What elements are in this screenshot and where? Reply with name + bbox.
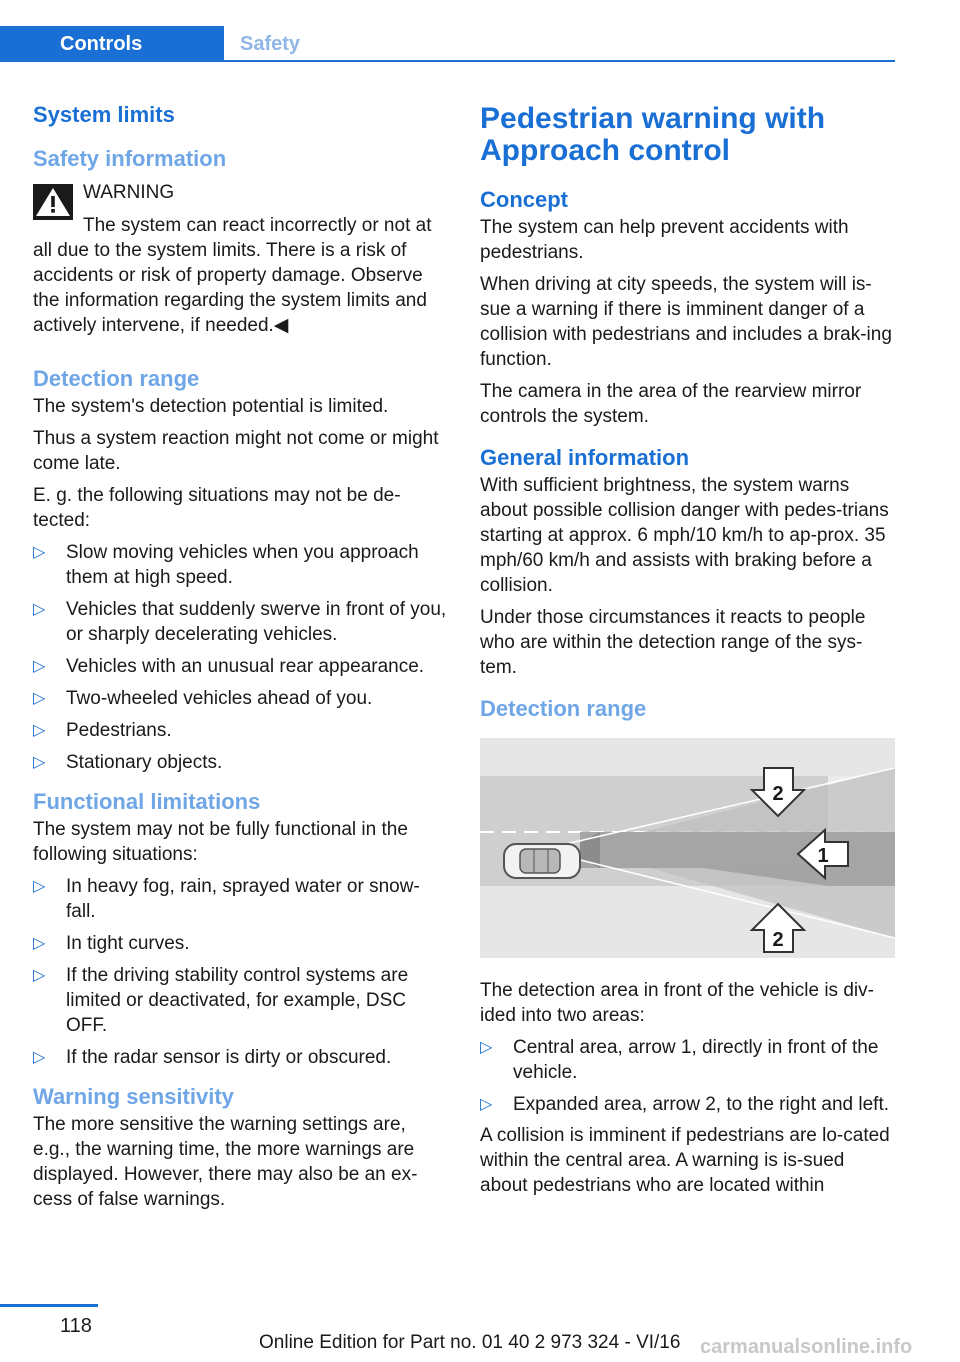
- list-item: ▷ Central area, arrow 1, directly in front of the vehicle.: [480, 1037, 879, 1083]
- list-item: ▷ Expanded area, arrow 2, to the right and left.: [480, 1094, 890, 1115]
- watermark-text: carmanualsonline.info: [700, 1336, 913, 1358]
- detection-range-diagram: [480, 738, 895, 958]
- warning-title: WARNING: [83, 182, 175, 203]
- warning-text: The system can react incorrectly or not at all due to the system limits. There is a risk of accidents or risk of property damage. Observe the information regarding the system limits and actively intervene, if needed.◀: [33, 215, 432, 336]
- list-item: ▷ In tight curves.: [33, 933, 190, 954]
- list-item: ▷ Stationary objects.: [33, 752, 223, 773]
- list-item: ▷ In heavy fog, rain, sprayed water or snow‐fall.: [33, 876, 420, 922]
- det-paragraph-2: Thus a system reaction might not come or might come late.: [33, 428, 439, 474]
- sens-paragraph-1: The more sensitive the warning settings are, e.g., the warning time, the more warnings are displayed. However, there may also be an ex‐cess of false warnings.: [33, 1114, 418, 1210]
- list-item: ▷ Pedestrians.: [33, 720, 172, 741]
- heading-detection-range: Detection range: [33, 366, 200, 391]
- svg-text:2: 2: [772, 929, 784, 951]
- concept-paragraph-3: The camera in the area of the rearview mirror controls the system.: [480, 381, 862, 427]
- figure-paragraph-1: The detection area in front of the vehicle is div‐ided into two areas:: [480, 980, 874, 1026]
- right-column: [480, 103, 894, 1205]
- list-item: ▷ If the radar sensor is dirty or obscured.: [33, 1047, 392, 1068]
- heading-functional-limitations: Functional limitations: [33, 789, 261, 814]
- area-list: [480, 1035, 894, 1117]
- det-paragraph-1: The system's detection potential is limited.: [33, 396, 389, 417]
- triangle-bullet-icon: ▷: [33, 935, 46, 952]
- triangle-bullet-icon: ▷: [33, 722, 46, 739]
- concept-paragraph-2: When driving at city speeds, the system will is‐sue a warning if there is imminent danger of a collision with pedestrians and includes a brak‐ing function.: [480, 274, 892, 370]
- warning-block: [33, 180, 447, 338]
- tab-controls[interactable]: Controls: [0, 26, 224, 62]
- triangle-bullet-icon: ▷: [480, 1039, 493, 1056]
- edition-text: Online Edition for Part no. 01 40 2 973 324 - VI/16: [259, 1332, 681, 1353]
- heading-safety-information: Safety information: [33, 146, 227, 171]
- concept-paragraph-1: The system can help prevent accidents with pedestrians.: [480, 217, 849, 263]
- warning-triangle-icon: [33, 184, 73, 220]
- list-item: ▷ Slow moving vehicles when you approach them at high speed.: [33, 542, 419, 588]
- header-tabs: [0, 26, 895, 62]
- car-icon: [504, 844, 580, 878]
- triangle-bullet-icon: ▷: [33, 544, 46, 561]
- list-item: ▷ Vehicles that suddenly swerve in front of you, or sharply decelerating vehicles.: [33, 599, 447, 645]
- triangle-bullet-icon: ▷: [33, 690, 46, 707]
- func-paragraph-1: The system may not be fully functional in the following situations:: [33, 819, 408, 865]
- detection-list: [33, 540, 447, 775]
- list-item: ▷ Two-wheeled vehicles ahead of you.: [33, 688, 373, 709]
- detection-range-figure: [480, 738, 895, 958]
- heading-concept: Concept: [480, 187, 568, 212]
- functional-list: [33, 874, 447, 1070]
- end-paragraph-1: A collision is imminent if pedestrians are lo‐cated within the central area. A warning is is‐sued about pedestrians who are located within: [480, 1125, 890, 1196]
- footer-rule: [0, 1304, 98, 1307]
- page-number: 118: [60, 1315, 92, 1337]
- heading-general-information: General information: [480, 445, 690, 470]
- triangle-bullet-icon: ▷: [33, 754, 46, 771]
- det-paragraph-3: E. g. the following situations may not be de‐tected:: [33, 485, 401, 531]
- list-item: ▷ If the driving stability control systems are limited or deactivated, for example, DSC OFF.: [33, 965, 409, 1036]
- heading-warning-sensitivity: Warning sensitivity: [33, 1084, 234, 1109]
- svg-text:1: 1: [817, 845, 829, 867]
- heading-detection-range-right: Detection range: [480, 696, 647, 721]
- triangle-bullet-icon: ▷: [33, 658, 46, 675]
- triangle-bullet-icon: ▷: [33, 967, 46, 984]
- svg-text:2: 2: [772, 783, 784, 805]
- page-title: Pedestrian warning with Approach control: [480, 102, 826, 167]
- general-paragraph-2: Under those circumstances it reacts to people who are within the detection range of the sys‐tem.: [480, 607, 866, 678]
- heading-system-limits: System limits: [33, 102, 175, 127]
- triangle-bullet-icon: ▷: [33, 1049, 46, 1066]
- triangle-bullet-icon: ▷: [33, 601, 46, 618]
- tab-safety[interactable]: Safety: [240, 33, 301, 55]
- triangle-bullet-icon: ▷: [480, 1096, 493, 1113]
- triangle-bullet-icon: ▷: [33, 878, 46, 895]
- list-item: ▷ Vehicles with an unusual rear appearance.: [33, 656, 425, 677]
- left-column: [33, 100, 447, 1219]
- general-paragraph-1: With sufficient brightness, the system warns about possible collision danger with pedes‐trians starting at approx. 6 mph/10 km/h to ap‐prox. 35 mph/60 km/h and assists with braking before a collision.: [480, 475, 889, 596]
